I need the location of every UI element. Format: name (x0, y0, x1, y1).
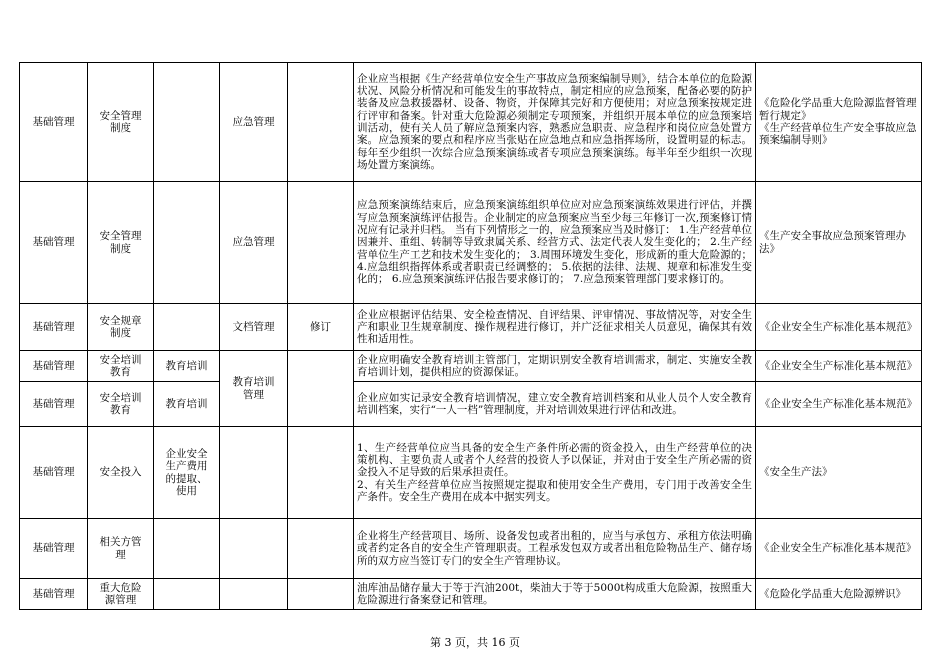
element-cell: 应急管理 (220, 182, 288, 304)
table-row (20, 351, 922, 382)
item-cell: 安全规章 制度 (88, 304, 154, 351)
element-cell: 应急管理 (220, 63, 288, 182)
content-cell: 应急预案演练结束后，应急预案演练组织单位应对应急预案演练效果进行评估，并撰写应急预案演练评估报告。企业制定的应急预案应当至少每三年修订一次,预案修订情况应有记录并归档。 当有下列情形之一的，应急预案应当及时修订： 1.生产经营单位因兼并、重组、转制等导致隶属关系、经营方式、法定代表人发生变化的； 2.生产经营单位生产工艺和技术发生变化的； 3.周围环境发生变化，形成新的重大危险源的；4.应急组织指挥体系或者职责已经调整的； 5.依据的法律、法规、规章和标准发生变化的； 6.应急预案演练评估报告要求修订的； 7.应急预案管理部门要求修订的。 (354, 182, 756, 304)
sub-item-cell (154, 579, 220, 610)
basis-cell: 《企业安全生产标准化基本规范》 (756, 304, 922, 351)
item-cell: 安全管理 制度 (88, 182, 154, 304)
basis-cell: 《安全生产法》 (756, 427, 922, 519)
regulation-table (19, 62, 922, 610)
sub-item-cell: 教育培训 (154, 351, 220, 382)
category-cell: 基础管理 (20, 351, 88, 382)
content-cell: 企业应根据评估结果、安全检查情况、自评结果、评审情况、事故情况等，对安全生产和职业卫生规章制度、操作规程进行修订，并广泛征求相关人员意见，确保其有效性和适用性。 (354, 304, 756, 351)
basis-cell: 《生产安全事故应急预案管理办法》 (756, 182, 922, 304)
table-row (20, 304, 922, 351)
table-row (20, 519, 922, 579)
content-cell: 企业应当根据《生产经营单位安全生产事故应急预案编制导则》，结合本单位的危险源状况、风险分析情况和可能发生的事故特点，制定相应的应急预案，配备必要的防护装备及应急救援器材、设备、物资，并保障其完好和方便使用；对应急预案按规定进行评审和备案。针对重大危险源必须制定专项预案，并组织开展本单位的应急预案培训活动，使有关人员了解应急预案内容，熟悉应急职责、应急程序和岗位应急处置方案。应急预案的要点和程序应当张贴在应急地点和应急指挥场所，设置明显的标志。每年至少组织一次综合应急预案演练或者专项应急预案演练。每半年至少组织一次现场处置方案演练。 (354, 63, 756, 182)
action-cell (288, 579, 354, 610)
basis-cell: 《企业安全生产标准化基本规范》 (756, 351, 922, 382)
item-cell: 重大危险 源管理 (88, 579, 154, 610)
content-cell: 企业应明确安全教育培训主管部门，定期识别安全教育培训需求，制定、实施安全教育培训计划，提供相应的资源保证。 (354, 351, 756, 382)
category-cell: 基础管理 (20, 382, 88, 427)
category-cell: 基础管理 (20, 304, 88, 351)
element-cell (220, 519, 288, 579)
action-cell (288, 351, 354, 427)
sub-item-cell (154, 304, 220, 351)
basis-cell: 《危险化学品重大危险源监督管理暂行规定》 《生产经营单位生产安全事故应急预案编制导则》 (756, 63, 922, 182)
content-cell: 企业应如实记录安全教育培训情况，建立安全教育培训档案和从业人员个人安全教育培训档案，实行“一人一档”管理制度，并对培训效果进行评估和改进。 (354, 382, 756, 427)
sub-item-cell: 企业安全 生产费用 的提取、 使用 (154, 427, 220, 519)
category-cell: 基础管理 (20, 579, 88, 610)
page-footer: 第 3 页，共 16 页 (430, 636, 520, 649)
content-cell: 1、生产经营单位应当具备的安全生产条件所必需的资金投入，由生产经营单位的决策机构、主要负责人或者个人经营的投资人予以保证，并对由于安全生产所必需的资金投入不足导致的后果承担责任。 2、有关生产经营单位应当按照规定提取和使用安全生产费用，专门用于改善安全生产条件。安全生产费用在成本中据实列支。 (354, 427, 756, 519)
table-row (20, 63, 922, 182)
sub-item-cell: 教育培训 (154, 382, 220, 427)
action-cell (288, 182, 354, 304)
sub-item-cell (154, 63, 220, 182)
category-cell: 基础管理 (20, 63, 88, 182)
item-cell: 安全培训 教育 (88, 382, 154, 427)
item-cell: 安全投入 (88, 427, 154, 519)
element-cell: 文档管理 (220, 304, 288, 351)
action-cell (288, 63, 354, 182)
basis-cell: 《企业安全生产标准化基本规范》 (756, 519, 922, 579)
content-cell: 油库油品储存量大于等于汽油200t，柴油大于等于5000t构成重大危险源，按照重大危险源进行备案登记和管理。 (354, 579, 756, 610)
basis-cell: 《企业安全生产标准化基本规范》 (756, 382, 922, 427)
table-row (20, 382, 922, 427)
element-cell: 教育培训 管理 (220, 351, 288, 427)
item-text: 安全管理 制度 (99, 109, 142, 134)
item-cell: 相关方管 理 (88, 519, 154, 579)
category-cell: 基础管理 (20, 182, 88, 304)
table-row (20, 182, 922, 304)
action-cell (288, 519, 354, 579)
item-cell (88, 63, 154, 182)
sub-item-cell (154, 519, 220, 579)
basis-cell: 《危险化学品重大危险源辨识》 (756, 579, 922, 610)
content-cell: 企业将生产经营项目、场所、设备发包或者出租的，应当与承包方、承租方依法明确或者约定各自的安全生产管理职责。工程承发包双方或者出租危险物品生产、储存场所的双方应当签订专门的安全生产管理协议。 (354, 519, 756, 579)
category-cell: 基础管理 (20, 519, 88, 579)
action-cell (288, 427, 354, 519)
element-cell (220, 427, 288, 519)
element-cell (220, 579, 288, 610)
table-row (20, 579, 922, 610)
action-cell: 修订 (288, 304, 354, 351)
category-cell: 基础管理 (20, 427, 88, 519)
table-row (20, 427, 922, 519)
item-cell: 安全培训 教育 (88, 351, 154, 382)
sub-item-cell (154, 182, 220, 304)
